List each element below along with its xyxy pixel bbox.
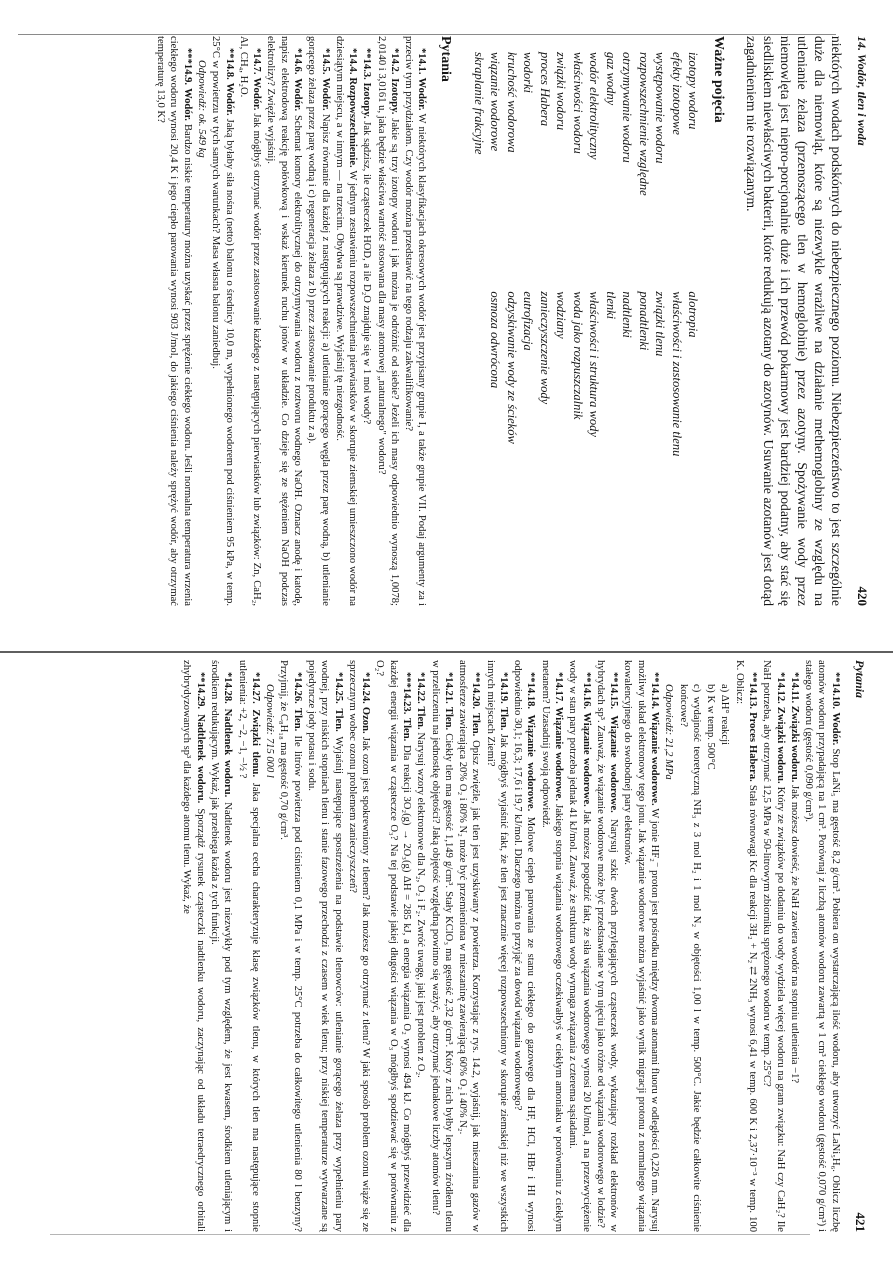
question-item: [373, 660, 413, 1232]
sub-question: a) ΔH° reakcji: [719, 684, 731, 746]
question-number: *14.25.: [332, 672, 344, 704]
question-title: Wiązanie wodorowe.: [525, 714, 537, 812]
key-terms-heading: Ważne pojęcia: [710, 36, 726, 123]
question-text: Jakiego stopnia wiązania wodorowego oczekiwałbyś w ciekłym amoniaku w porównaniu z ciekłym metanem? Uzasadnij swoją odpowiedź.: [539, 660, 565, 1232]
key-term: ponadtlenki: [636, 291, 651, 351]
question-item: [539, 660, 566, 1232]
question-text: W niektórych klasyfikacjach okresowych wodór jest przypisany grupie I, a także grupie VII. Podaj argumenty za i przeciw tym przydziałom. Czy wodór można przedstawić na tego rodzaju zakwalifikowanie?: [403, 36, 428, 606]
key-term: alotropia: [686, 291, 701, 338]
key-term: nadtlenki: [620, 291, 635, 338]
key-term: wodziany: [554, 291, 569, 339]
question-number: **14.8.: [223, 48, 235, 80]
book-page-421: [58, 660, 868, 1232]
questions-list: [154, 36, 429, 606]
question-text: Jaką byłaby siła nośna (netto) balonu o średnicy 10,0 m, wypełnionego wodorem pod ciśnieniem 95 kPa, w temp. 25°C w powietrzu w tych samych warunkach? Masa własna balonu zaniedbuj.: [210, 36, 235, 607]
running-title: Pytania: [853, 660, 867, 698]
question-title: Wiązanie wodorowe.: [553, 706, 565, 802]
key-term: efekty izotopowe: [669, 52, 684, 135]
sub-question: b) K w temp. 500°C: [705, 684, 717, 770]
intro-paragraph: niektórych wodach podskórnych do niebezpiecznego poziomu. Niebezpieczeństwo to jest szczególnie duże dla niemowląt, które są niezwykle wrażliwe na działanie methemoglobiny ze względu na utlenianie żelaza (przenoszącego tlen w hemoglobinie) przez azotyny. Spożywanie wody przez niemowlęta jest niepro-porcjonalnie duże i ich przewód pokarmowy jest bardziej podatny, aby stać się siedliskiem niewłaściwych bakterii, które redukują azotany do azotynów. Usuwanie azotanów jest dotąd zagadnieniem nie rozwiązanym.: [744, 36, 844, 606]
question-title: Wodór.: [291, 78, 303, 112]
question-title: Nadtlenek wodoru.: [194, 714, 206, 804]
key-term: woda jako rozpuszczalnik: [570, 291, 585, 420]
question-number: *14.7.: [251, 48, 263, 75]
key-term: właściwości i struktura wody: [587, 291, 602, 437]
key-term: występowanie wodoru: [653, 52, 668, 164]
question-text: Wyjaśnij następujące spostrzeżenia na podstawie tlenowców: utlenianie gorącego żelaza przy wypełnieniu pary wodnej, przy niskich stopniach tlenu i stanie fazowego przechodzi z czasem w wiek tlenu; przy niskiej temperaturze wytwarzane są pojedyncze jody potasu i sodu.: [306, 660, 344, 1233]
key-term: osmoza odwrócona: [488, 291, 503, 389]
question-item: [346, 660, 373, 1232]
question-text: Jaka specjalna cecha charakteryzuje klasę związków tlenu, w których tlen ma następujące stopnie utlenienia: +2, −2, −1, −½ ?: [236, 660, 261, 1232]
question-number: **14.18.: [525, 672, 537, 710]
question-text: Stała równowagi Kc dla reakcji 3H₂ + N₂ ⇄ 2NH₃ wynosi 6,41 w temp. 600 K i 2,37·10⁻³ w temp. 100 K. Oblicz:: [733, 660, 758, 1233]
question-number: *14.27.: [249, 672, 261, 704]
question-text: Dla reakcji 3O₂(g) → 2O₃(g) ΔH = 285 kJ, a energia wiązania O₂ wynosi 494 kJ. Co mógłbyś przewidzieć dla każdej energii wiązania w cząsteczce O₃? Na tej podstawie jakiej długości wiązania w O₃ mógłbyś spodziewać się w porównaniu z O₂?: [374, 660, 412, 1232]
question-item: [428, 660, 455, 1232]
question-text: Jak możesz pogodzić fakt, że siła wiązania wodorowego wynosi 20 kJ/mol, a na przezwyciężenie wody w stan pary potrzeba jednak 41 kJ/mol. Zauważ, że struktura wody wymaga związania z czterema sąsiadami.: [567, 660, 592, 1232]
key-term: wodorki: [521, 52, 536, 93]
question-number: *14.28.: [222, 672, 234, 704]
sub-question: c) wydajność teoretyczną NH₃ z 3 mol H₂ i 1 mol N₂ w objętości 1,00 l w temp. 500°C. Jakie będzie całkowite ciśnienie końcowe?: [677, 684, 702, 1232]
question-item: [802, 660, 842, 1232]
question-item: [237, 36, 264, 606]
question-number: ***14.9.: [181, 48, 193, 86]
answer-line: Odpowiedź: 715 000 l: [264, 684, 276, 778]
key-term: izotopy wodoru: [686, 52, 701, 130]
key-term: wodór elektrolityczny: [587, 52, 602, 160]
question-text: Napisz równanie dla każdej z następujących reakcji: a) utlenianie gorącego węgla przez parę wodną, b) utlenianie gorącego żelaza przez parę wodną i c) regeneracja żelaza z b) przez zastosowanie produktu z a).: [306, 36, 331, 606]
question-text: Jak sądzisz, ile cząsteczek HOD, a ile D₂O znajduje się w 1 mol wody?: [361, 121, 373, 425]
question-text: Schemat komory elektrolitycznej do otrzymywania wodoru z roztworu wodnego NaOH. Oznacz anodę i katodę, napisz elektrodową reakcję połówkową i wskaż kierunek ruchu jonów w układzie. Co dzieje się ze stężeniem NaOH podczas elektrolizy? Zwięźle wyjaśnij.: [265, 36, 303, 606]
question-title: Ozon.: [360, 706, 372, 734]
question-item: [305, 660, 345, 1232]
question-number: *14.1.: [416, 48, 428, 75]
question-item: [209, 36, 236, 606]
question-title: Wodór.: [251, 77, 263, 111]
question-text: Ile litrów powietrza pod ciśnieniem 0,1 MPa i w temp. 25°C potrzeba do całkowitego utlenienia 80 l benzyny? Przyjmij, że C₈H₁₈ ma gęstość 0,70 g/cm³.: [278, 660, 303, 1232]
question-number: **14.10.: [829, 672, 841, 710]
question-item: [208, 660, 235, 1232]
question-text: Jak mógłbyś wyjaśnić fakt, że tlen jest znacznie więcej rozpowszechniony w skorupie ziemskiej niż we wszystkich innych miejscach Ziemi?: [484, 660, 509, 1233]
key-term: otrzymywanie wodoru: [620, 52, 635, 163]
question-number: *14.24.: [360, 672, 372, 704]
question-title: Związki wodoru.: [788, 705, 800, 783]
question-number: ***14.23.: [400, 672, 412, 715]
question-item: [760, 660, 787, 1232]
questions-list: [180, 660, 842, 1232]
question-text: Opisz zwięźle, jak tlen jest uzyskiwany z powietrza. Korzystając z rys. 14.2, wyjaśnij, jak mieszanina gazów w atmosferze zawierająca 20% O₂ i 80% N₂ może być przemieniona w mieszaninę zawierającą 60% O₂ i 40% N₂.: [457, 660, 482, 1232]
answer-line: Odpowiedź: 21,2 MPa: [663, 684, 675, 780]
question-number: **14.29.: [194, 672, 206, 710]
question-number: **14.3.: [361, 48, 373, 80]
question-number: *14.6.: [291, 48, 303, 75]
question-text: Bardzo niskie temperatury można uzyskać przez sprężenie ciekłego wodoru. Jeśli normalna temperatura wrzenia ciekłego wodoru wynosi 20,4 K i jego ciepło parowania wynosi 903 J/mol, do jakiego ciśnienia należy sprężyć wodór, aby otrzymać temperaturę 13,0 K?: [155, 36, 193, 606]
key-term: rozpowszechnienie względne: [636, 52, 651, 196]
book-page-420: [90, 36, 870, 606]
question-title: Wodór.: [829, 712, 841, 746]
question-item: [264, 36, 304, 606]
question-number: *14.5.: [319, 48, 331, 75]
page-header: [852, 660, 868, 1232]
questions-heading: Pytania: [438, 36, 454, 82]
question-text: Jakie są trzy izotopy wodoru i jak można je odróżnić od siebie? Jeżeli ich masy odpowiednio wynoszą 1,0078; 2,0140 i 3,0161 u, jaka będzie właściwa wartość stosowana dla masy atomowej „naturalnego" wodoru?: [375, 36, 400, 606]
key-terms-column-right: [470, 275, 701, 606]
question-number: *14.12.: [774, 672, 786, 704]
question-number: *14.2.: [388, 48, 400, 75]
question-text: W jednym zestawieniu rozpowszechnienia pierwiastków w skorupie ziemskiej umieszczono wodór na dziesiątym miejscu, a w innym — na trzecim. Obydwa są prawdziwe. Wyjaśnij tę niezgodność.: [333, 36, 359, 606]
key-term: eutrofizacja: [521, 291, 536, 351]
question-title: Tlen.: [497, 707, 509, 731]
question-title: Izotopy.: [388, 78, 400, 115]
question-title: Wodór.: [319, 77, 331, 111]
question-number: *14.19.: [497, 672, 509, 704]
question-text: Molowe ciepło parowania ze stanu ciekłego do gazowego dla HF, HCl, HBr i HI wynosi odpowiednio 30,1; 16,3; 17,6 i 19,7 kJ/mol. Dlaczego można to przyjąć za dowód wiązania wodorowego?: [512, 660, 537, 1232]
question-number: *14.11.: [788, 672, 800, 704]
question-item: [360, 36, 373, 606]
question-title: Wiązanie wodorowe.: [649, 711, 661, 806]
question-title: Wodór.: [416, 77, 428, 111]
question-item: [333, 36, 360, 606]
question-item: [414, 660, 427, 1232]
question-text: Stop LaNi₅ ma gęstość 8,2 g/cm³. Pobiera on wystarczającą ilość wodoru, aby utworzyć LaNi₅H₆. Oblicz liczbę atomów wodoru przypadającą na 1 cm³. Porównaj z liczbą atomów wodoru zawartą w 1 cm³ ciekłego wodoru (gęstość 0,070 g/cm³) i stałego wodoru (gęstość 0,090 g/cm³).: [803, 660, 841, 1232]
question-text: Jak mógłbyś otrzymać wodór przez zastosowanie każdego z następujących pierwiastków lub związków: Zn, CaH₂, Al, CH₄, H₂O.: [237, 36, 263, 606]
question-text: Który ze związków po dodaniu do wody wydziela więcej wodoru na gram związku: NaH czy CaH₂? Ile NaH potrzeba, aby otrzymać 12,5 MPa w 50-litrowym zbiorniku sprężonego wodoru w temp. 25°C?: [761, 660, 786, 1232]
page-number: 420: [855, 586, 870, 606]
question-text: Jak ozon jest spokrewniony z tlenem? Jak możesz go otrzymać z tlenu? W jaki sposób problem ozonu wiąże się ze sprzecznym wobec ozonu problemem zanieczyszczeń?: [346, 660, 372, 1232]
key-term: właściwości i zastosowanie tlenu: [669, 291, 684, 457]
question-title: Tlen.: [442, 706, 454, 731]
question-title: Nadtlenek wodoru.: [222, 708, 234, 798]
question-item: [456, 660, 483, 1232]
question-text: Sporządź rysunek cząsteczki nadtlenku wodoru, zaczynając od układu tetraedrycznego orbitali zhybrydyzowanych sp³ dla każdego atomu tlenu. Wykaż, że: [181, 660, 206, 1232]
question-item: [511, 660, 538, 1232]
question-number: *14.26.: [291, 672, 303, 704]
page-number: 421: [853, 1212, 868, 1232]
question-title: Wiązanie wodorowe.: [608, 715, 620, 813]
key-terms-column-left: [470, 36, 701, 275]
key-term: zanieczyszczenie wody: [537, 291, 552, 405]
key-term: wiązanie wodorowe: [488, 52, 503, 152]
question-item: [621, 660, 661, 1232]
key-term: skraplanie frakcyjne: [471, 52, 486, 155]
question-text: Nadtlenek wodoru jest niezwykły pod tym względem, że jest kwasem, środkiem utleniającym i środkiem redukującym. Wykaż, jak przebiega każda z tych funkcji.: [209, 660, 234, 1233]
question-title: Proces Habera.: [747, 712, 758, 782]
question-title: Tlen.: [415, 706, 427, 730]
question-number: *14.22.: [415, 672, 427, 704]
question-item: [788, 660, 801, 1232]
question-item: [732, 660, 759, 1232]
question-title: Wodór.: [223, 82, 235, 116]
question-item: [483, 660, 510, 1232]
scan-edge-line: [18, 34, 836, 35]
key-term: tlenki: [603, 291, 618, 320]
question-number: *14.17.: [553, 672, 565, 704]
question-item: [402, 36, 429, 606]
key-term: proces Habera: [537, 52, 552, 127]
question-number: **14.13.: [747, 672, 758, 710]
question-number: *14.4.: [347, 48, 359, 75]
question-item: [374, 36, 401, 606]
question-item: [277, 660, 304, 1232]
page-header: [854, 36, 870, 606]
question-number: **14.20.: [470, 672, 482, 710]
key-term: związki tlenu: [653, 291, 668, 357]
question-item: [180, 660, 207, 1232]
question-title: Tlen.: [332, 708, 344, 732]
question-number: **14.16.: [580, 672, 592, 710]
page-divider: [0, 651, 893, 653]
question-text: W jonie HF₂⁻ proton jest pośrodku między dwoma atomami fluoru w odległości 0,226 nm. Narysuj możliwy układ elektronowy tego jonu. Jak wiązanie wodorowe można wyjaśnić jako wynik migracji protonu z normalnego wiązania kowalencyjnego do swobodnej pary elektronów.: [622, 660, 661, 1232]
question-title: Tlen.: [291, 708, 303, 732]
question-title: Tlen.: [470, 712, 482, 737]
question-item: [154, 36, 194, 606]
question-text: Ciekły tlen ma gęstość 1,149 g/cm³. Stały KClO₃ ma gęstość 2,32 g/cm³. Który z nich byłby lepszym źródłem tlenu w przeliczeniu na jednostkę objętości? Jaką objętość względną powinno się ważyć, aby otrzymać jednakowe liczby atomów tlenu?: [429, 660, 454, 1232]
question-title: Tlen.: [400, 718, 412, 742]
question-text: Jak możesz dowieść, że NaH zawiera wodór na stopniu utlenienia −1?: [788, 785, 800, 1084]
answer-line: Odpowiedź: ok. 549 kg: [196, 60, 207, 158]
key-term: gaz wodny: [603, 52, 618, 106]
question-text: Narysuj szkic dwóch przylegających cząsteczek wody, wykazujący rozkład elektronów w hybrydach sp³. Zauważ, że wiązanie wodorowe może być przedstawiane w tym ujęciu jako różne od wiązania wodorowego w lodzie?: [594, 660, 620, 1232]
key-term: kruchość wodorowa: [504, 52, 519, 153]
question-item: [594, 660, 621, 1232]
question-title: Wiązanie wodorowe.: [580, 712, 592, 807]
question-title: Wodór.: [181, 88, 193, 121]
key-terms-list: [470, 36, 701, 606]
question-title: Związki wodoru.: [774, 706, 786, 784]
question-text: Narysuj wzory elektronowe dla N₂, O₂ i F₂. Zwróć uwagę, jaki jest problem z O₂.: [415, 732, 427, 1078]
question-title: Związki tlenu.: [249, 709, 261, 778]
question-number: *14.21.: [442, 672, 454, 704]
question-item: [566, 660, 593, 1232]
key-term: odzyskiwanie wody ze ścieków: [504, 291, 519, 444]
question-item: [235, 660, 262, 1232]
question-title: Izotopy.: [361, 82, 373, 119]
scan-edge-line: [50, 1234, 810, 1235]
question-item: [305, 36, 332, 606]
running-title: 14. Wodór, tlen i woda: [855, 36, 869, 146]
key-term: właściwości wodoru: [570, 52, 585, 154]
key-term: związki wodoru: [554, 52, 569, 131]
question-number: **14.14.: [649, 672, 661, 710]
question-title: Rozpowszechnienie.: [347, 77, 359, 168]
question-number: **14.15.: [608, 672, 620, 710]
